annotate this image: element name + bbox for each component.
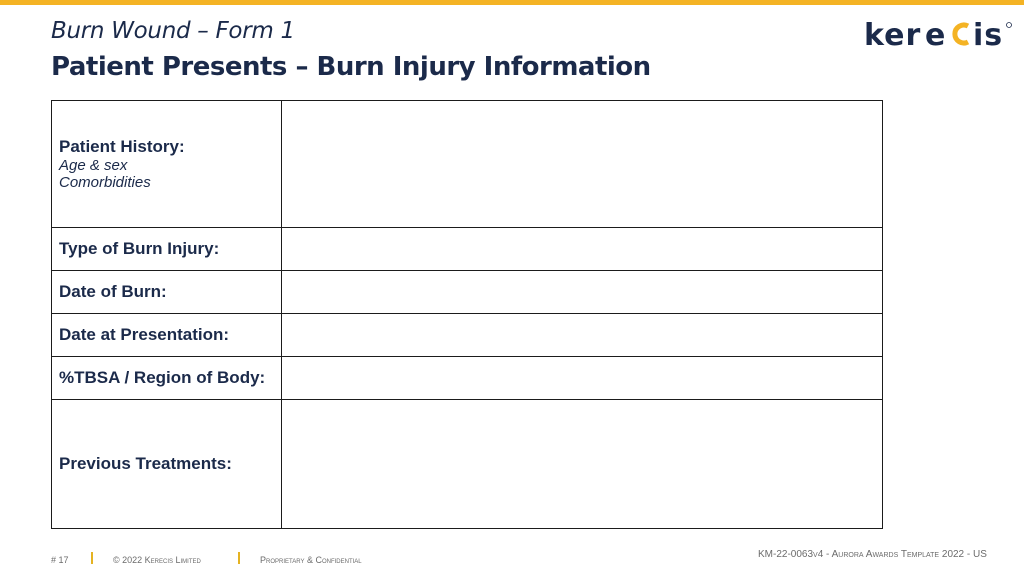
burn-type-field[interactable] [282,228,883,271]
footer-separator [238,552,240,564]
page-title: Patient Presents – Burn Injury Information [51,52,651,82]
date-of-burn-field[interactable] [282,271,883,314]
form-row-burn-type [52,228,883,271]
form-row-patient-history [52,101,883,228]
svg-text:is: is [973,18,1004,52]
date-of-burn-label: Date of Burn: [59,282,167,301]
comorbidities-hint: Comorbidities [59,174,151,191]
label-cell [52,357,282,400]
svg-text:ker: ker [864,18,922,52]
form-row-presentation-date [52,314,883,357]
label-cell [52,271,282,314]
label-cell [52,314,282,357]
label-cell [52,101,282,228]
presentation-date-field[interactable] [282,314,883,357]
burn-injury-form [51,100,883,529]
patient-history-label: Patient History: [59,137,185,156]
patient-history-field[interactable] [282,101,883,228]
footer-separator [91,552,93,564]
presentation-date-label: Date at Presentation: [59,325,230,344]
confidential-text: Proprietary & Confidential [260,555,362,565]
label-cell [52,400,282,529]
age-sex-hint: Age & sex [59,157,128,174]
previous-treatments-label: Previous Treatments: [59,454,232,473]
tbsa-region-label: %TBSA / Region of Body: [59,368,266,387]
form-subtitle: Burn Wound – Form 1 [51,18,295,44]
label-cell [52,228,282,271]
document-code: KM-22-0063v4 - Aurora Awards Template 2022 - US [758,549,987,560]
top-accent-bar [0,0,1024,5]
burn-type-label: Type of Burn Injury: [59,239,220,258]
kerecis-logo [864,16,1014,52]
form-row-tbsa-region [52,357,883,400]
form-row-date-of-burn [52,271,883,314]
slide-number: # 17 [51,555,69,565]
tbsa-region-field[interactable] [282,357,883,400]
previous-treatments-field[interactable] [282,400,883,529]
form-row-previous-treatments [52,400,883,529]
copyright-text: © 2022 Kerecis Limited [113,555,201,565]
svg-text:e: e [925,18,947,52]
